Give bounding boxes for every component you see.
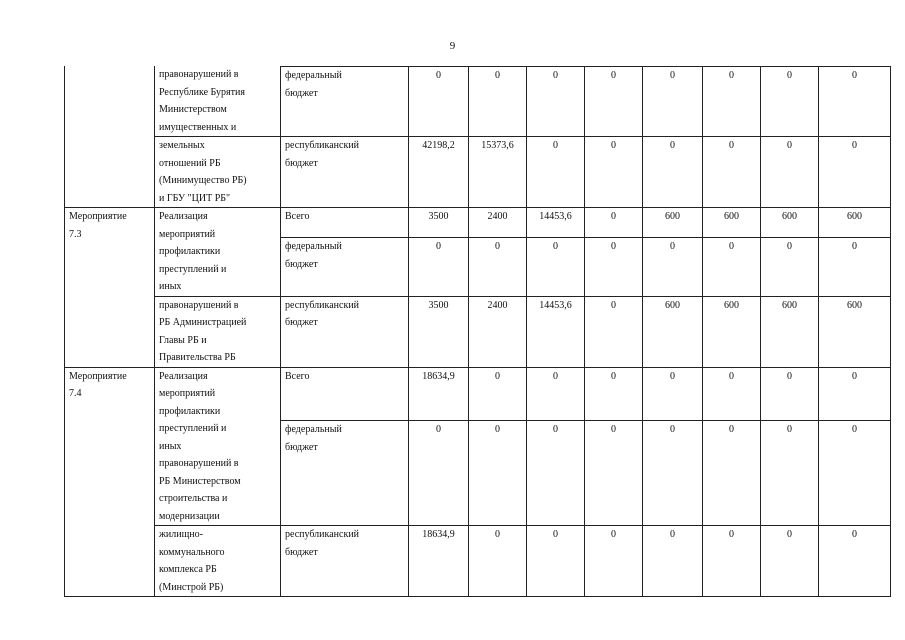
text-line: профилактики: [159, 405, 221, 417]
text-line: Главы РБ и: [159, 334, 207, 346]
value-cell: 0: [527, 137, 585, 208]
budget-table: [64, 66, 891, 597]
value-cell: 0: [761, 367, 819, 421]
value-cell: 0: [819, 367, 891, 421]
text-line: бюджет: [285, 546, 318, 558]
text-line: бюджет: [285, 157, 318, 169]
text-line: профилактики: [159, 246, 221, 257]
text-line: 7.4: [69, 388, 82, 399]
text-line: бюджет: [285, 317, 318, 328]
text-line: Республике Бурятия: [159, 86, 245, 98]
value-cell: 0: [585, 67, 643, 137]
text-line: (Минимущество РБ): [159, 175, 247, 186]
description-cell: [155, 367, 281, 526]
funding-source-cell: [281, 137, 409, 208]
value-cell: 600: [819, 208, 891, 238]
value-cell: 0: [703, 421, 761, 526]
text-line: РБ Администрацией: [159, 317, 247, 328]
text-line: 7.3: [69, 228, 82, 240]
text-line: республиканский: [285, 299, 360, 311]
value-cell: 600: [703, 208, 761, 238]
text-line: коммунального: [159, 546, 225, 558]
value-cell: 600: [643, 296, 703, 367]
value-cell: 0: [643, 526, 703, 597]
text-line: Всего: [285, 211, 310, 222]
value-cell: 0: [585, 137, 643, 208]
value-cell: 0: [761, 67, 819, 137]
value-cell: 0: [527, 367, 585, 421]
value-cell: 600: [643, 208, 703, 238]
value-cell: 0: [819, 526, 891, 597]
text-line: Всего: [285, 370, 310, 382]
text-line: Реализация: [159, 211, 208, 222]
text-line: правонарушений в: [159, 69, 239, 80]
value-cell: 0: [703, 137, 761, 208]
value-cell: 0: [761, 137, 819, 208]
table-row: [65, 296, 891, 367]
text-line: отношений РБ: [159, 157, 221, 169]
funding-source-cell: [281, 238, 409, 296]
text-line: имущественных и: [159, 121, 237, 133]
value-cell: 0: [409, 238, 469, 296]
value-cell: 0: [469, 67, 527, 137]
text-line: Министерством: [159, 104, 227, 115]
value-cell: 0: [703, 67, 761, 137]
text-line: мероприятий: [159, 388, 216, 399]
table-row: [65, 367, 891, 421]
value-cell: 0: [761, 526, 819, 597]
measure-cell: [65, 208, 155, 368]
value-cell: 600: [761, 208, 819, 238]
funding-source-cell: [281, 367, 409, 421]
value-cell: 0: [585, 367, 643, 421]
value-cell: 600: [819, 296, 891, 367]
value-cell: 18634,9: [409, 367, 469, 421]
value-cell: 0: [819, 238, 891, 296]
text-line: Реализация: [159, 370, 208, 382]
funding-source-cell: [281, 421, 409, 526]
text-line: федеральный: [285, 70, 342, 82]
text-line: республиканский: [285, 529, 360, 540]
text-line: бюджет: [285, 441, 318, 453]
funding-source-cell: [281, 67, 409, 137]
value-cell: 14453,6: [527, 208, 585, 238]
text-line: Мероприятие: [69, 370, 127, 382]
value-cell: 0: [527, 67, 585, 137]
measure-cell: [65, 367, 155, 597]
description-cell: [155, 296, 281, 367]
value-cell: 0: [527, 238, 585, 296]
text-line: жилищно-: [159, 529, 203, 540]
text-line: Правительства РБ: [159, 352, 236, 363]
value-cell: 0: [469, 238, 527, 296]
measure-cell: [65, 66, 155, 208]
value-cell: 0: [643, 67, 703, 137]
value-cell: 0: [585, 208, 643, 238]
text-line: земельных: [159, 140, 205, 151]
value-cell: 0: [703, 238, 761, 296]
value-cell: 0: [585, 421, 643, 526]
value-cell: 2400: [469, 208, 527, 238]
value-cell: 600: [761, 296, 819, 367]
value-cell: 0: [703, 526, 761, 597]
value-cell: 0: [643, 137, 703, 208]
value-cell: 0: [761, 421, 819, 526]
value-cell: 0: [761, 238, 819, 296]
table-row: [65, 137, 891, 208]
description-cell: [155, 137, 281, 208]
text-line: и ГБУ "ЦИТ РБ": [159, 192, 231, 204]
text-line: преступлений и: [159, 263, 227, 275]
funding-source-cell: [281, 296, 409, 367]
value-cell: 600: [703, 296, 761, 367]
value-cell: 0: [409, 421, 469, 526]
text-line: иных: [159, 440, 182, 452]
value-cell: 0: [819, 137, 891, 208]
value-cell: 3500: [409, 296, 469, 367]
text-line: федеральный: [285, 241, 342, 253]
value-cell: 0: [819, 67, 891, 137]
funding-source-cell: [281, 208, 409, 238]
value-cell: 0: [585, 238, 643, 296]
value-cell: 18634,9: [409, 526, 469, 597]
value-cell: 0: [585, 526, 643, 597]
text-line: преступлений и: [159, 423, 227, 434]
value-cell: 0: [819, 421, 891, 526]
value-cell: 0: [469, 421, 527, 526]
text-line: мероприятий: [159, 228, 216, 240]
value-cell: 2400: [469, 296, 527, 367]
value-cell: 0: [703, 367, 761, 421]
text-line: правонарушений в: [159, 458, 239, 469]
text-line: бюджет: [285, 258, 318, 270]
text-line: федеральный: [285, 424, 342, 436]
text-line: (Минстрой РБ): [159, 581, 224, 593]
page-number: 9: [449, 40, 456, 52]
value-cell: 0: [643, 238, 703, 296]
text-line: комплекса РБ: [159, 564, 217, 575]
description-cell: [155, 66, 281, 137]
text-line: Мероприятие: [69, 211, 127, 222]
text-line: республиканский: [285, 140, 360, 151]
value-cell: 14453,6: [527, 296, 585, 367]
text-line: бюджет: [285, 87, 318, 99]
value-cell: 0: [527, 526, 585, 597]
value-cell: 0: [469, 526, 527, 597]
text-line: РБ Министерством: [159, 475, 241, 487]
text-line: модернизации: [159, 510, 220, 522]
table-row: [65, 526, 891, 597]
funding-source-cell: [281, 526, 409, 597]
value-cell: 0: [469, 367, 527, 421]
table-row: [65, 208, 891, 238]
value-cell: 0: [409, 67, 469, 137]
description-cell: [155, 526, 281, 597]
description-cell: [155, 208, 281, 297]
value-cell: 0: [527, 421, 585, 526]
value-cell: 0: [643, 367, 703, 421]
text-line: правонарушений в: [159, 299, 239, 311]
text-line: иных: [159, 281, 182, 292]
value-cell: 3500: [409, 208, 469, 238]
value-cell: 0: [585, 296, 643, 367]
value-cell: 0: [643, 421, 703, 526]
value-cell: 15373,6: [469, 137, 527, 208]
text-line: строительства и: [159, 493, 228, 504]
value-cell: 42198,2: [409, 137, 469, 208]
